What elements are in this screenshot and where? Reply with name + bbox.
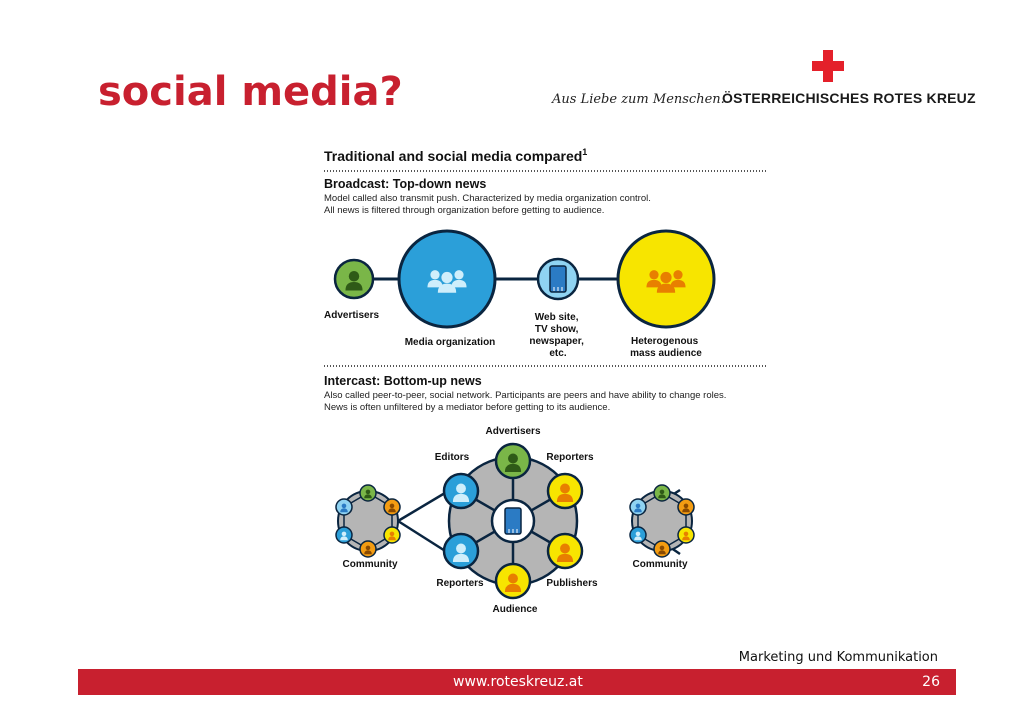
slide-title: social media? <box>98 69 403 115</box>
advertisers-label: Advertisers <box>324 310 380 321</box>
community-right-label: Community <box>632 559 688 570</box>
intercast-editors-label: Editors <box>434 452 470 463</box>
channel-label: Web site, TV show, newspaper, etc. <box>529 312 584 359</box>
media-comparison-diagram <box>300 140 780 630</box>
mass-audience-node <box>618 231 714 327</box>
editors-peer-node <box>444 474 478 508</box>
diagram-title: Traditional and social media compared$^1$ <box>324 147 588 164</box>
intercast-reporters-bottom-label: Reporters <box>436 578 484 589</box>
hub-channel-node <box>492 500 534 542</box>
intercast-desc-2: News is often unfiltered by a mediator before getting to its audience. <box>324 402 611 413</box>
intercast-advertisers-label: Advertisers <box>485 426 541 437</box>
broadcast-desc-2: All news is filtered through organization before getting to audience. <box>324 205 605 216</box>
intercast-audience-label: Audience <box>492 604 538 615</box>
footer-url-link[interactable]: www.roteskreuz.at <box>453 674 583 690</box>
advertisers-peer-node <box>496 444 530 478</box>
broadcast-heading: Broadcast: Top-down news <box>324 177 487 191</box>
broadcast-desc-1: Model called also transmit push. Characterized by media organization control. <box>324 193 651 204</box>
advertisers-node <box>335 260 373 298</box>
page-number: 26 <box>922 674 940 690</box>
intercast-desc-1: Also called peer-to-peer, social network. Participants are peers and have ability to change roles. <box>324 390 727 401</box>
media-organization-label: Media organization <box>404 337 496 348</box>
reporters-top-peer-node <box>548 474 582 508</box>
left-community-connector <box>398 490 450 521</box>
organization-name: ÖSTERREICHISCHES ROTES KREUZ <box>722 90 976 106</box>
tagline: Aus Liebe zum Menschen. <box>552 92 725 107</box>
community-left-label: Community <box>342 559 398 570</box>
intercast-hub <box>444 444 582 598</box>
intercast-heading: Intercast: Bottom-up news <box>324 374 482 388</box>
intercast-reporters-top-label: Reporters <box>546 452 594 463</box>
left-community-node <box>336 485 400 557</box>
mass-audience-label: Heterogenous mass audience <box>630 336 702 359</box>
red-cross-logo-icon <box>812 50 844 82</box>
reporters-bottom-peer-node <box>444 534 478 568</box>
intercast-publishers-label: Publishers <box>546 578 598 589</box>
channel-node <box>538 259 578 299</box>
right-community-node <box>630 485 694 557</box>
publishers-peer-node <box>548 534 582 568</box>
media-organization-node <box>399 231 495 327</box>
footer-caption: Marketing und Kommunikation <box>738 650 938 665</box>
audience-peer-node <box>496 564 530 598</box>
